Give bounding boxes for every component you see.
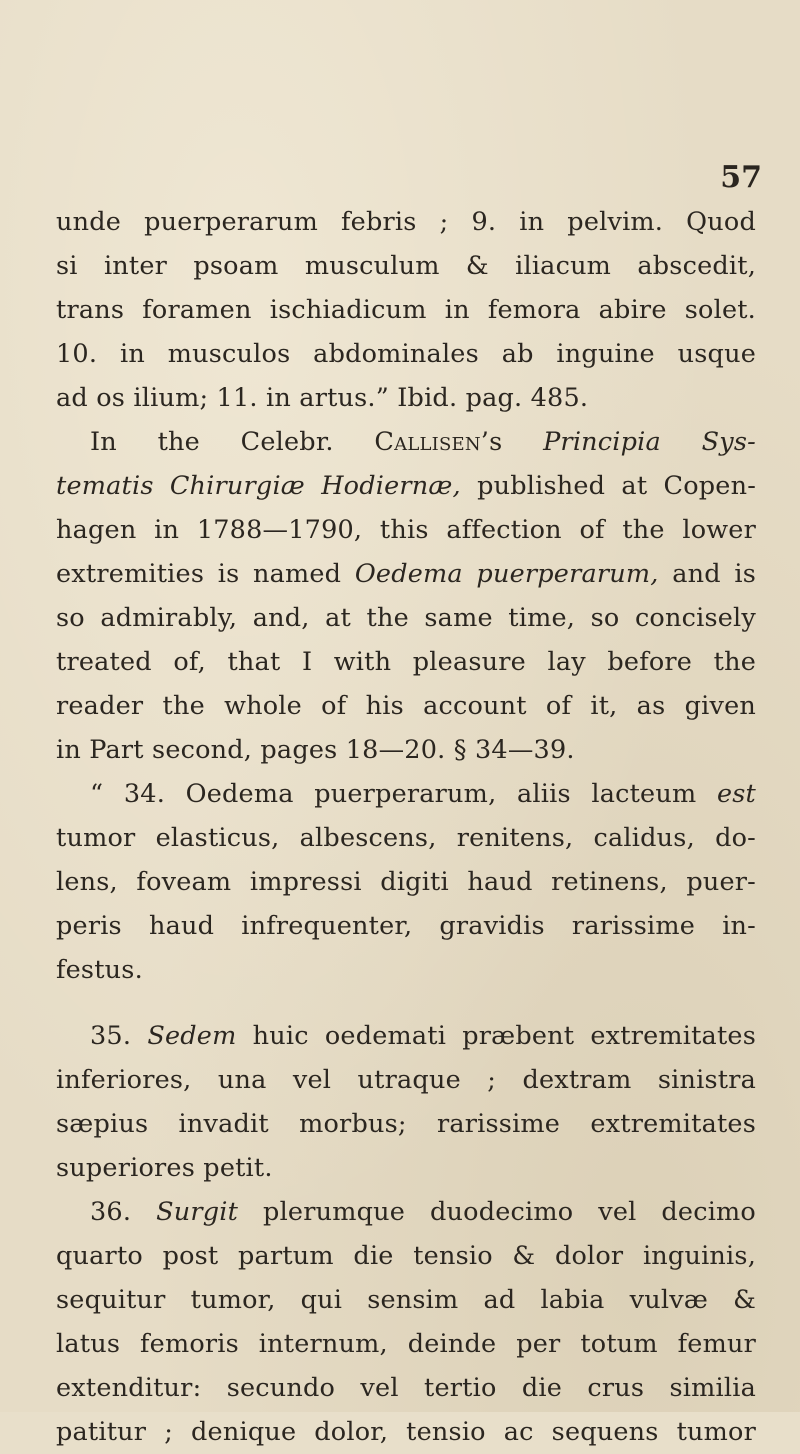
text-run: ’s [480, 427, 544, 457]
text-line: so admirably, and, at the same time, so concisely [56, 603, 756, 633]
text-run: and is [658, 559, 756, 589]
book-title: tematis Chirurgiæ Hodiernæ, [56, 471, 461, 501]
text-run: published at Copen- [460, 471, 757, 501]
text-run: plerumque duodecimo vel decimo [238, 1197, 756, 1227]
text-line [56, 464, 756, 508]
text-line: festus. [56, 955, 143, 985]
text-line: latus femoris internum, deinde per totum femur [56, 1329, 756, 1359]
text-line: sæpius invadit morbus; rarissime extremitates [56, 1109, 756, 1139]
text-line [56, 552, 756, 596]
text-line: si inter psoam musculum & iliacum abscedit, [56, 251, 756, 281]
author-name: Callisen [374, 427, 481, 457]
text-line [56, 1014, 756, 1058]
text-line: hagen in 1788—1790, this affection of the lower [56, 515, 756, 545]
text-line [56, 1190, 756, 1234]
text-line: 10. in musculos abdominales ab inguine usque [56, 339, 756, 369]
text-run: “ 34. Oedema puerperarum, aliis lacteum [90, 779, 717, 809]
text-run: 36. [90, 1197, 157, 1227]
text-line: lens, foveam impressi digiti haud retinens, puer- [56, 867, 756, 897]
text-line: patitur ; denique dolor, tensio ac sequens tumor [56, 1417, 756, 1447]
text-run: huic oedemati præbent extremitates [236, 1021, 756, 1051]
text-line: quarto post partum die tensio & dolor inguinis, [56, 1241, 756, 1271]
text-run: 35. [90, 1021, 148, 1051]
text-line: treated of, that I with pleasure lay before the [56, 647, 756, 677]
text-line: sequitur tumor, qui sensim ad labia vulvæ & [56, 1285, 756, 1315]
text-line: ad os ilium; 11. in artus.” Ibid. pag. 485. [56, 383, 589, 413]
text-line: inferiores, una vel utraque ; dextram sinistra [56, 1065, 756, 1095]
page-number: 57 [720, 160, 762, 195]
text-run: In the Celebr. [90, 427, 375, 457]
medical-term: Oedema puerperarum, [354, 559, 659, 589]
text-run: est [716, 779, 756, 809]
page-body [56, 200, 756, 1454]
text-run: Sedem [147, 1021, 237, 1051]
text-line: superiores petit. [56, 1153, 273, 1183]
text-line: unde puerperarum febris ; 9. in pelvim. Quod [56, 207, 756, 237]
text-line: in Part second, pages 18—20. § 34—39. [56, 735, 575, 765]
text-run: Surgit [156, 1197, 239, 1227]
book-title: Principia Sys- [543, 427, 756, 457]
text-line [56, 420, 756, 464]
text-line: tumor elasticus, albescens, renitens, calidus, do- [56, 823, 756, 853]
text-line [56, 772, 756, 816]
text-run: extremities is named [56, 559, 355, 589]
paragraph-gap [56, 992, 756, 1014]
text-line: peris haud infrequenter, gravidis rarissime in- [56, 911, 756, 941]
text-line: extenditur: secundo vel tertio die crus similia [56, 1373, 756, 1403]
text-line: trans foramen ischiadicum in femora abire solet. [56, 295, 756, 325]
text-line: reader the whole of his account of it, as given [56, 691, 756, 721]
